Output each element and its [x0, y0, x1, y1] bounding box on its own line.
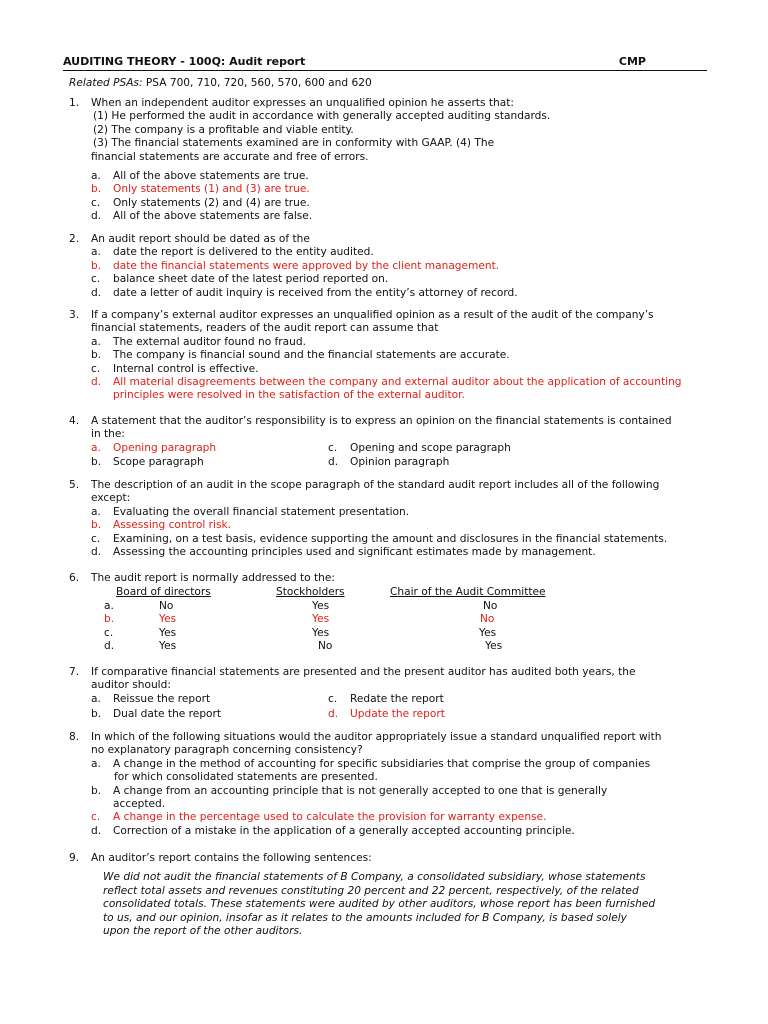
option: a. Evaluating the overall financial statement presentation.	[91, 505, 410, 518]
page-header	[63, 55, 707, 71]
question-stem: The audit report is normally addressed to the:	[91, 572, 335, 584]
option: d. All of the above statements are false.	[91, 210, 313, 223]
question-stem: no explanatory paragraph concerning consistency?	[91, 744, 363, 757]
option-answer: b. Assessing control risk.	[91, 519, 232, 532]
option: a. All of the above statements are true.	[91, 170, 309, 183]
option: a. The external auditor found no fraud.	[91, 335, 306, 348]
option: b. A change from an accounting principle that is not generally accepted to one that is generally	[91, 784, 608, 797]
question-number: 3.	[69, 309, 80, 321]
question-5	[69, 479, 709, 559]
question-4	[69, 415, 709, 470]
option-continued: accepted.	[113, 798, 166, 811]
option-answer: principles were resolved in the satisfaction of the external auditor.	[113, 389, 465, 402]
table-row: c. Yes Yes Yes	[104, 626, 497, 639]
option-answer: d. All material disagreements between the company and external auditor about the application of accounting	[91, 376, 682, 389]
question-7	[69, 666, 709, 722]
option: d. Correction of a mistake in the application of a generally accepted accounting principle.	[91, 824, 575, 837]
table-row: a. No Yes No	[104, 599, 498, 612]
option: b. Dual date the report	[91, 707, 222, 720]
question-stem: When an independent auditor expresses an unqualified opinion he asserts that:	[91, 97, 514, 109]
question-2	[69, 233, 709, 300]
document-title: AUDITING THEORY - 100Q: Audit report	[63, 55, 306, 68]
option: d. date a letter of audit inquiry is received from the entity’s attorney of record.	[91, 286, 518, 299]
option: a. date the report is delivered to the entity audited.	[91, 246, 374, 259]
question-stem: auditor should:	[91, 679, 171, 692]
question-8	[69, 731, 709, 838]
question-number: 6.	[69, 572, 80, 584]
column-header: Chair of the Audit Committee	[390, 586, 546, 599]
question-stem: An auditor’s report contains the following sentences:	[91, 852, 372, 864]
statement-line: financial statements are accurate and free of errors.	[91, 150, 369, 163]
option: c. Internal control is effective.	[91, 362, 259, 375]
question-number: 8.	[69, 731, 80, 743]
question-number: 9.	[69, 852, 80, 864]
question-number: 1.	[69, 97, 80, 109]
option-answer: b. date the financial statements were approved by the client management.	[91, 259, 500, 272]
question-3	[69, 309, 709, 403]
option: b. The company is financial sound and the financial statements are accurate.	[91, 349, 510, 362]
question-stem: The description of an audit in the scope paragraph of the standard audit report includes all of the following	[91, 479, 660, 491]
header-code: CMP	[618, 55, 646, 68]
question-number: 7.	[69, 666, 80, 678]
related-psas-value: PSA 700, 710, 720, 560, 570, 600 and 620	[142, 77, 372, 89]
related-psas	[69, 77, 372, 90]
option: c. balance sheet date of the latest period reported on.	[91, 273, 389, 286]
table-row: d. Yes No Yes	[104, 640, 503, 653]
option-answer: b. Only statements (1) and (3) are true.	[91, 183, 310, 196]
question-stem: If a company’s external auditor expresses an unqualified opinion as a result of the audit of the company’s	[91, 309, 654, 321]
question-1	[69, 97, 709, 224]
column-header: Stockholders	[276, 586, 345, 599]
option-continued: for which consolidated statements are presented.	[114, 771, 378, 784]
question-stem: in the:	[91, 428, 125, 441]
answer-table	[91, 586, 709, 654]
question-stem: financial statements, readers of the audit report can assume that	[91, 322, 439, 335]
option: b. Scope paragraph	[91, 455, 204, 468]
statement-line: (3) The financial statements examined are in conformity with GAAP. (4) The	[93, 137, 495, 150]
question-stem: In which of the following situations would the auditor appropriately issue a standard unqualified report with	[91, 731, 662, 743]
question-number: 4.	[69, 415, 80, 427]
option: d. Opinion paragraph	[328, 455, 450, 468]
question-stem: An audit report should be dated as of the	[91, 233, 310, 245]
option: c. Examining, on a test basis, evidence supporting the amount and disclosures in the financial statements.	[91, 532, 668, 545]
option: a. Reissue the report	[91, 692, 211, 705]
question-number: 2.	[69, 233, 80, 245]
option: d. Assessing the accounting principles used and significant estimates made by management.	[91, 546, 596, 559]
question-stem: If comparative financial statements are presented and the present auditor has audited both years, the	[91, 666, 636, 678]
option: c. Only statements (2) and (4) are true.	[91, 196, 310, 209]
quoted-report-text: We did not audit the financial statements of B Company, a consolidated subsidiary, whose statements reflect total assets and revenues constituting 20 percent and 22 percent, respectively, of the related consolidated totals. These statements were audited by other auditors, whose report has been furnished to us, and our opinion, insofar as it relates to the amounts included for B Company, is based solely upon the report of the other auditors.	[103, 871, 656, 938]
statement-line: (2) The company is a profitable and viable entity.	[93, 123, 354, 136]
option-answer: d. Update the report	[328, 707, 445, 720]
option: a. A change in the method of accounting for specific subsidiaries that comprise the group of companies	[91, 757, 651, 770]
question-9	[69, 852, 709, 938]
table-header	[91, 586, 709, 600]
option-answer: a. Opening paragraph	[91, 441, 217, 454]
question-stem: A statement that the auditor’s responsibility is to express an opinion on the financial statements is contained	[91, 415, 672, 427]
statement-line: (1) He performed the audit in accordance with generally accepted auditing standards.	[93, 110, 551, 123]
question-stem: except:	[91, 492, 131, 505]
column-header: Board of directors	[116, 586, 211, 599]
option: c. Opening and scope paragraph	[328, 441, 511, 454]
option: c. Redate the report	[328, 692, 444, 705]
question-6	[69, 572, 709, 654]
question-number: 5.	[69, 479, 80, 491]
option-answer: c. A change in the percentage used to calculate the provision for warranty expense.	[91, 811, 547, 824]
related-psas-label: Related PSAs:	[69, 77, 143, 89]
table-row-answer: b. Yes Yes No	[104, 613, 495, 626]
